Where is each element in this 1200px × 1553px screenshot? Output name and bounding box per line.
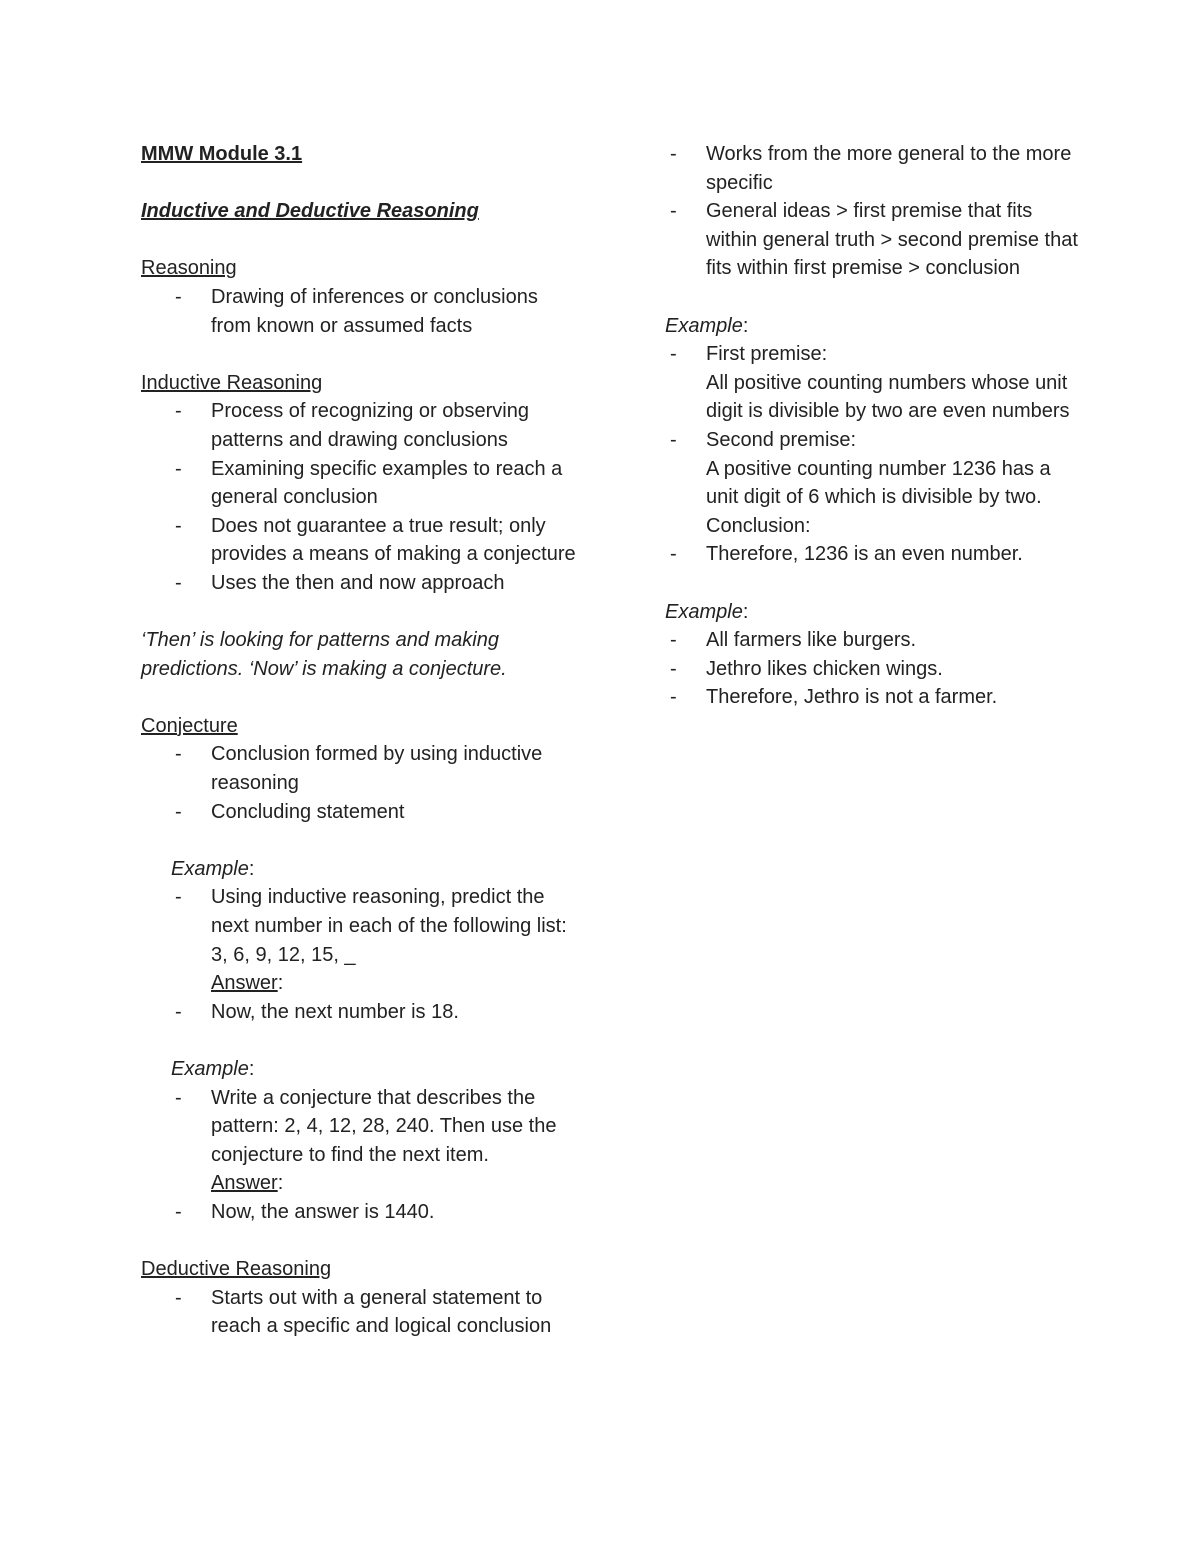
reasoning-heading: Reasoning <box>141 257 237 280</box>
example-label-colon: : <box>742 314 749 337</box>
list-item: - Therefore, 1236 is an even number. <box>665 540 1085 569</box>
answer-label <box>141 969 581 998</box>
conjecture-heading: Conjecture <box>141 714 238 737</box>
example-label-text: Example <box>665 600 743 623</box>
list-item: - Examining specific examples to reach a general conclusion <box>170 455 581 512</box>
example-label <box>141 1055 581 1084</box>
example-label-colon: : <box>248 857 255 880</box>
answer-label-text: Answer <box>211 972 278 995</box>
example-label-colon: : <box>742 600 749 623</box>
inductive-heading: Inductive Reasoning <box>141 371 323 394</box>
list-item: - All farmers like burgers. <box>665 626 1085 655</box>
list-item: - Conclusion formed by using inductive reasoning <box>170 740 581 797</box>
then-now-note: ‘Then’ is looking for patterns and making predictions. ‘Now’ is making a conjecture. <box>141 629 507 680</box>
first-premise-text: All positive counting numbers whose unit digit is divisible by two are even numbers <box>706 371 1070 423</box>
list-item: - Write a conjecture that describes the pattern: 2, 4, 12, 28, 240. Then use the conjecture to find the next item. <box>170 1084 581 1170</box>
list-item: - Works from the more general to the more specific <box>665 140 1085 197</box>
example3-list <box>665 340 1085 569</box>
reasoning-list <box>141 283 581 340</box>
list-item <box>665 340 1085 426</box>
left-column <box>141 140 581 1341</box>
second-premise-label: Second premise: <box>706 428 857 451</box>
example2-answer-list <box>141 1198 581 1227</box>
example-label <box>665 312 1085 341</box>
example-label-text: Example <box>171 1058 249 1080</box>
list-item: - Uses the then and now approach <box>170 569 581 598</box>
list-item: - Jethro likes chicken wings. <box>665 655 1085 684</box>
list-item: - Process of recognizing or observing patterns and drawing conclusions <box>170 397 581 454</box>
example1-answer-list <box>141 998 581 1027</box>
example2-list <box>141 1084 581 1170</box>
conjecture-list <box>141 740 581 826</box>
right-column <box>665 140 1085 712</box>
deductive-list-continued <box>665 140 1085 283</box>
answer-label-text: Answer <box>211 1172 278 1195</box>
conclusion-label: Conclusion: <box>706 514 811 537</box>
page-subtitle: Inductive and Deductive Reasoning <box>141 200 479 223</box>
deductive-list <box>141 1284 581 1341</box>
list-item: - Using inductive reasoning, predict the next number in each of the following list: 3, 6, 9, 12, 15, _ <box>170 883 581 969</box>
list-item: - General ideas > first premise that fits within general truth > second premise that fits within first premise > conclusion <box>665 197 1085 283</box>
example-label <box>665 598 1085 627</box>
list-item: - Does not guarantee a true result; only provides a means of making a conjecture <box>170 512 581 569</box>
list-item: - Drawing of inferences or conclusions from known or assumed facts <box>170 283 581 340</box>
example-label <box>141 855 581 884</box>
list-item <box>665 426 1085 540</box>
example4-list <box>665 626 1085 712</box>
deductive-heading: Deductive Reasoning <box>141 1258 332 1281</box>
example-label-text: Example <box>665 314 743 337</box>
answer-label <box>141 1169 581 1198</box>
answer-label-colon: : <box>277 1172 284 1195</box>
list-item: - Starts out with a general statement to reach a specific and logical conclusion <box>170 1284 581 1341</box>
example1-list <box>141 883 581 969</box>
first-premise-label: First premise: <box>706 343 828 366</box>
second-premise-text: A positive counting number 1236 has a unit digit of 6 which is divisible by two. <box>706 457 1051 509</box>
inductive-list <box>141 397 581 597</box>
list-item: - Now, the next number is 18. <box>170 998 581 1027</box>
list-item: - Concluding statement <box>170 798 581 827</box>
list-item: - Therefore, Jethro is not a farmer. <box>665 683 1085 712</box>
example-label-text: Example <box>171 857 249 880</box>
list-item: - Now, the answer is 1440. <box>170 1198 581 1227</box>
page-title: MMW Module 3.1 <box>141 143 303 165</box>
example-label-colon: : <box>248 1058 255 1080</box>
answer-label-colon: : <box>277 972 284 995</box>
